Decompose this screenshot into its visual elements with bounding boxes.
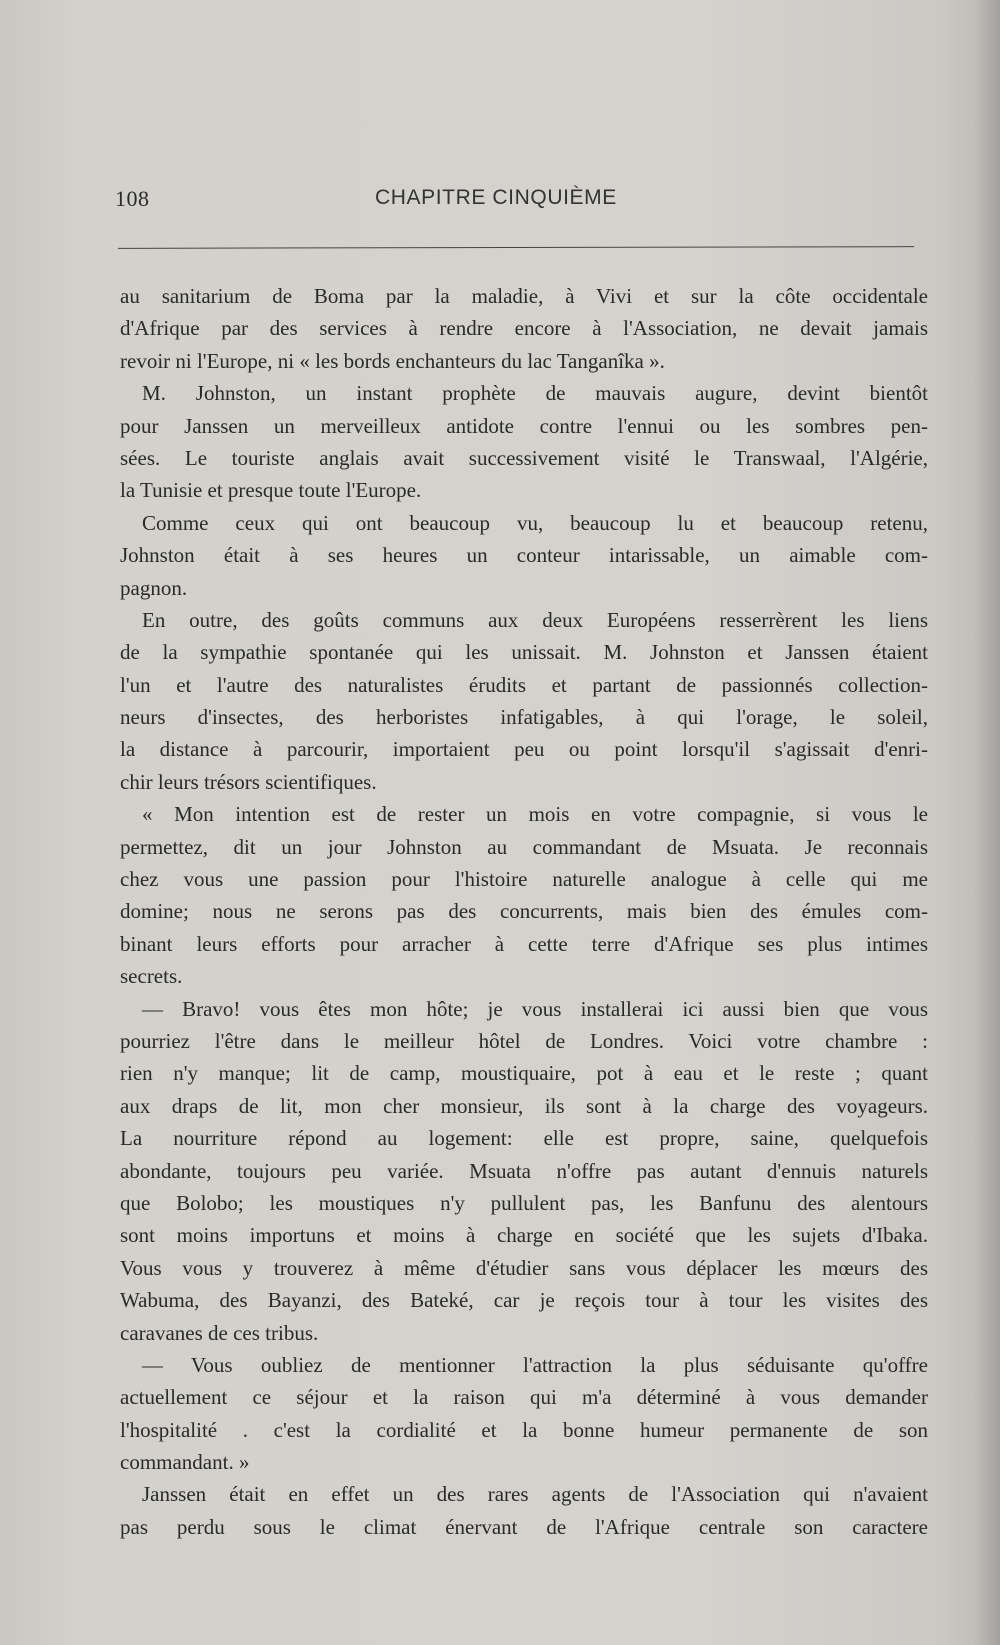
- text-line: la Tunisie et presque toute l'Europe.: [120, 478, 422, 503]
- text-line: actuellement ce séjour et la raison qui m'a déterminé à vous demander: [120, 1385, 928, 1410]
- text-line: pour Janssen un merveilleux antidote contre l'ennui ou les sombres pen-: [120, 413, 928, 438]
- header-rule: [118, 246, 914, 249]
- text-line: secrets.: [120, 964, 183, 989]
- text-line: permettez, dit un jour Johnston au commandant de Msuata. Je reconnais: [120, 834, 928, 859]
- text-line: abondante, toujours peu variée. Msuata n'offre pas autant d'ennuis naturels: [120, 1158, 928, 1183]
- text-line: l'hospitalité . c'est la cordialité et la bonne humeur permanente de son: [120, 1417, 928, 1442]
- text-line: Janssen était en effet un des rares agents de l'Association qui n'avaient: [142, 1482, 928, 1507]
- text-line: — Bravo! vous êtes mon hôte; je vous installerai ici aussi bien que vous: [142, 996, 928, 1021]
- text-line: En outre, des goûts communs aux deux Européens resserrèrent les liens: [142, 607, 928, 632]
- text-line: neurs d'insectes, des herboristes infatigables, à qui l'orage, le soleil,: [120, 705, 928, 730]
- text-line: que Bolobo; les moustiques n'y pullulent pas, les Banfunu des alentours: [120, 1190, 928, 1215]
- body-text: [120, 280, 928, 1543]
- text-line: rien n'y manque; lit de camp, moustiquaire, pot à eau et le reste ; quant: [120, 1061, 928, 1086]
- text-line: commandant. »: [120, 1450, 250, 1475]
- text-line: Vous vous y trouverez à même d'étudier sans vous déplacer les mœurs des: [120, 1255, 928, 1280]
- text-line: Wabuma, des Bayanzi, des Bateké, car je reçois tour à tour les visites des: [120, 1288, 928, 1313]
- text-line: d'Afrique par des services à rendre encore à l'Association, ne devait jamais: [120, 316, 928, 341]
- text-line: chez vous une passion pour l'histoire naturelle analogue à celle qui me: [120, 867, 928, 892]
- text-line: de la sympathie spontanée qui les unissait. M. Johnston et Janssen étaient: [120, 640, 928, 665]
- text-line: au sanitarium de Boma par la maladie, à Vivi et sur la côte occidentale: [120, 284, 928, 308]
- text-line: « Mon intention est de rester un mois en votre compagnie, si vous le: [142, 802, 928, 827]
- text-line: La nourriture répond au logement: elle est propre, saine, quelquefois: [120, 1126, 928, 1151]
- text-line: Comme ceux qui ont beaucoup vu, beaucoup lu et beaucoup retenu,: [142, 510, 928, 535]
- text-line: caravanes de ces tribus.: [120, 1320, 319, 1345]
- text-line: l'un et l'autre des naturalistes érudits et partant de passionnés collection-: [120, 672, 928, 697]
- text-line: pourriez l'être dans le meilleur hôtel de Londres. Voici votre chambre :: [120, 1028, 928, 1053]
- text-line: aux draps de lit, mon cher monsieur, ils sont à la charge des voyageurs.: [120, 1093, 928, 1118]
- text-line: pagnon.: [120, 575, 188, 600]
- text-line: chir leurs trésors scientifiques.: [120, 769, 377, 794]
- text-line: M. Johnston, un instant prophète de mauvais augure, devint bientôt: [142, 381, 928, 406]
- text-line: revoir ni l'Europe, ni « les bords enchanteurs du lac Tanganîka ».: [120, 348, 665, 373]
- text-line: domine; nous ne serons pas des concurrents, mais bien des émules com-: [120, 899, 928, 924]
- page-header: [115, 186, 915, 226]
- text-line: Johnston était à ses heures un conteur intarissable, un aimable com-: [120, 543, 928, 568]
- page-number: 108: [115, 186, 150, 211]
- text-line: la distance à parcourir, importaient peu ou point lorsqu'il s'agissait d'enri-: [120, 737, 928, 762]
- text-line: — Vous oubliez de mentionner l'attraction la plus séduisante qu'offre: [142, 1352, 928, 1377]
- text-line: pas perdu sous le climat énervant de l'Afrique centrale son caractere: [120, 1514, 928, 1539]
- text-line: sées. Le touriste anglais avait successivement visité le Transwaal, l'Algérie,: [120, 445, 928, 470]
- text-line: binant leurs efforts pour arracher à cette terre d'Afrique ses plus intimes: [120, 931, 928, 956]
- text-line: sont moins importuns et moins à charge en société que les sujets d'Ibaka.: [120, 1223, 928, 1248]
- running-title: CHAPITRE CINQUIÈME: [375, 186, 617, 209]
